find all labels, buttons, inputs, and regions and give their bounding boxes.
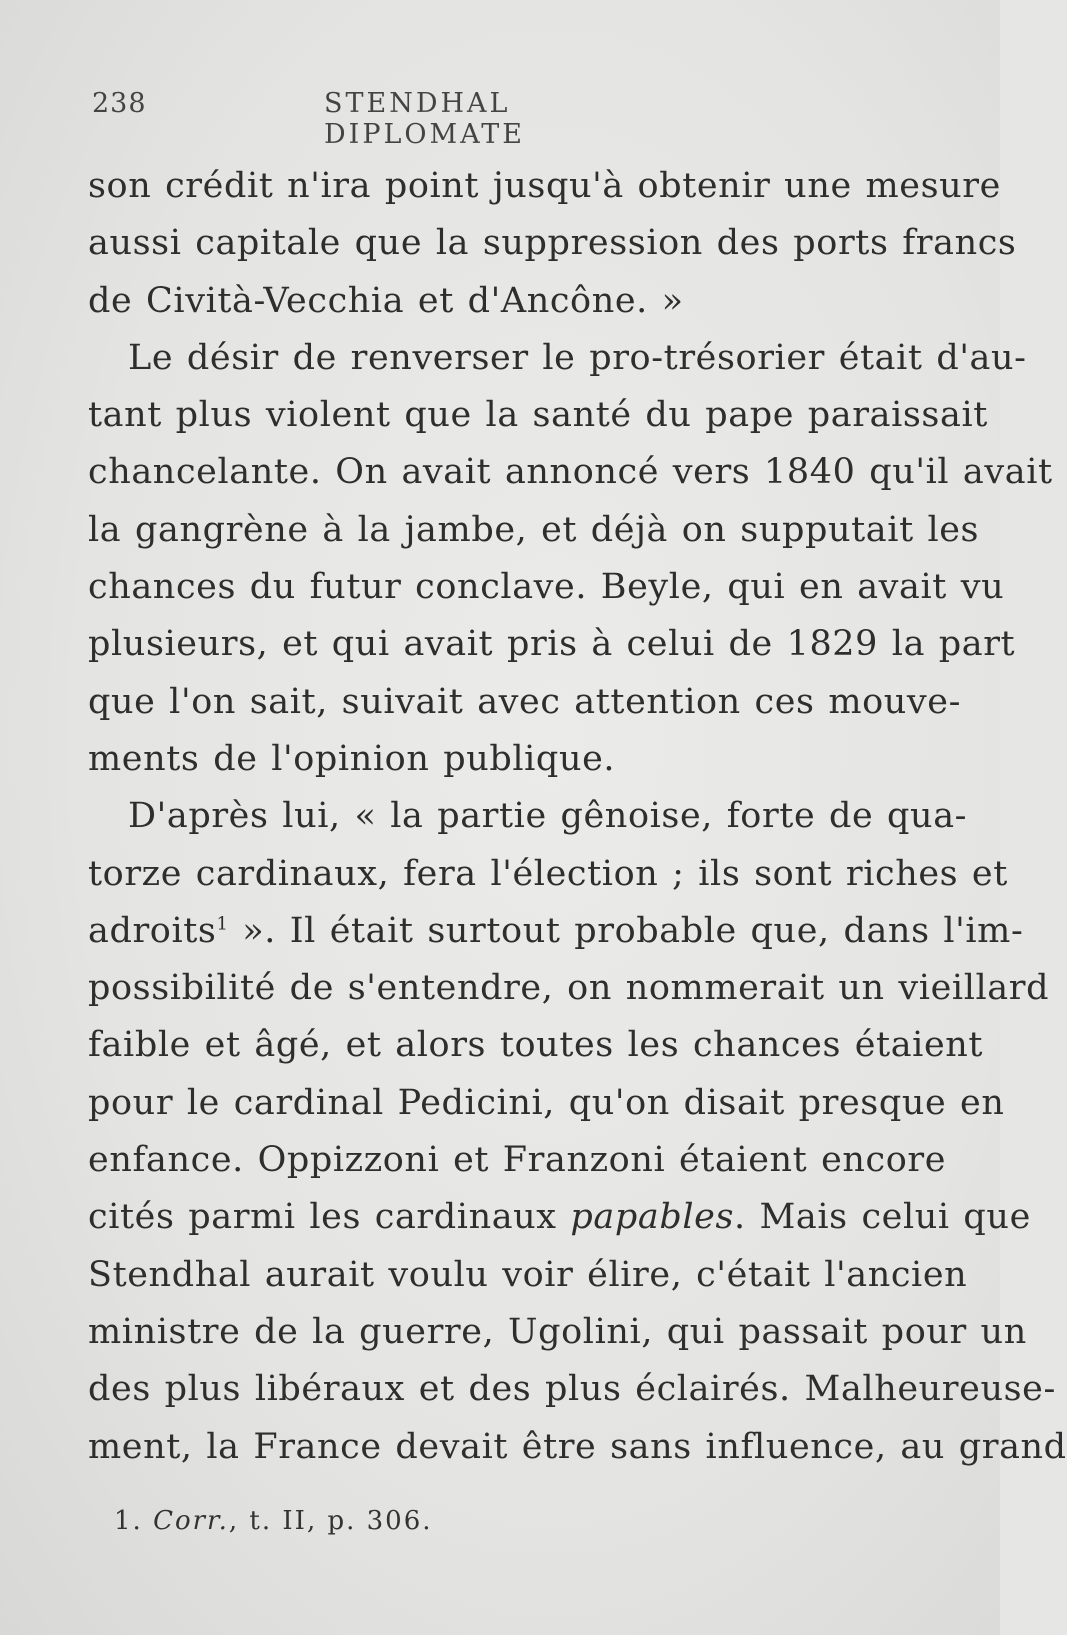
footnote-source: Corr. (153, 1506, 229, 1536)
text-line: D'après lui, « la partie gênoise, forte de qua- (128, 796, 968, 837)
text-segment: cités parmi les cardinaux (88, 1197, 571, 1238)
page-number: 238 (92, 88, 147, 119)
text-line: la gangrène à la jambe, et déjà on supputait les (88, 509, 980, 550)
page-header (92, 88, 712, 150)
text-line: tant plus violent que la santé du pape paraissait (88, 395, 988, 436)
text-line: ministre de la guerre, Ugolini, qui passait pour un (88, 1311, 1027, 1352)
text-line (88, 1189, 1031, 1246)
text-line: que l'on sait, suivait avec attention ces mouve- (88, 681, 962, 722)
footnote-marker: 1 (216, 913, 229, 935)
text-line: son crédit n'ira point jusqu'à obtenir une mesure (88, 166, 1001, 206)
text-line: des plus libéraux et des plus éclairés. Malheureuse- (88, 1369, 1056, 1410)
text-line: enfance. Oppizzoni et Franzoni étaient encore (88, 1140, 947, 1181)
running-title: STENDHAL DIPLOMATE (324, 88, 525, 150)
footnote-number: 1. (114, 1506, 143, 1536)
footnote-reference: , t. II, p. 306. (228, 1506, 433, 1536)
text-segment: ». Il était surtout probable que, dans l'im- (228, 910, 1024, 951)
body-text (88, 158, 1067, 1476)
text-line: plusieurs, et qui avait pris à celui de 1829 la part (88, 624, 1016, 665)
text-line: faible et âgé, et alors toutes les chances étaient (88, 1025, 984, 1066)
text-line: torze cardinaux, fera l'élection ; ils sont riches et (88, 853, 1008, 894)
italic-word: papables (570, 1197, 735, 1238)
text-line: aussi capitale que la suppression des ports francs (88, 223, 1017, 264)
text-line: chancelante. On avait annoncé vers 1840 qu'il avait (88, 452, 1053, 493)
text-segment: . Mais celui que (734, 1197, 1031, 1238)
text-segment: adroits (88, 910, 217, 951)
footnote (114, 1506, 433, 1536)
text-line: Le désir de renverser le pro-trésorier était d'au- (128, 337, 1027, 378)
text-line: possibilité de s'entendre, on nommerait un vieillard (88, 968, 1050, 1009)
text-line: ments de l'opinion publique. (88, 738, 616, 779)
text-line: de Cività-Vecchia et d'Ancône. » (88, 280, 684, 321)
text-line: Stendhal aurait voulu voir élire, c'était l'ancien (88, 1254, 968, 1295)
text-line: pour le cardinal Pedicini, qu'on disait presque en (88, 1082, 1005, 1123)
text-line: chances du futur conclave. Beyle, qui en avait vu (88, 567, 1005, 608)
text-line (88, 903, 1024, 960)
text-line: ment, la France devait être sans influence, au grand (88, 1426, 1067, 1467)
